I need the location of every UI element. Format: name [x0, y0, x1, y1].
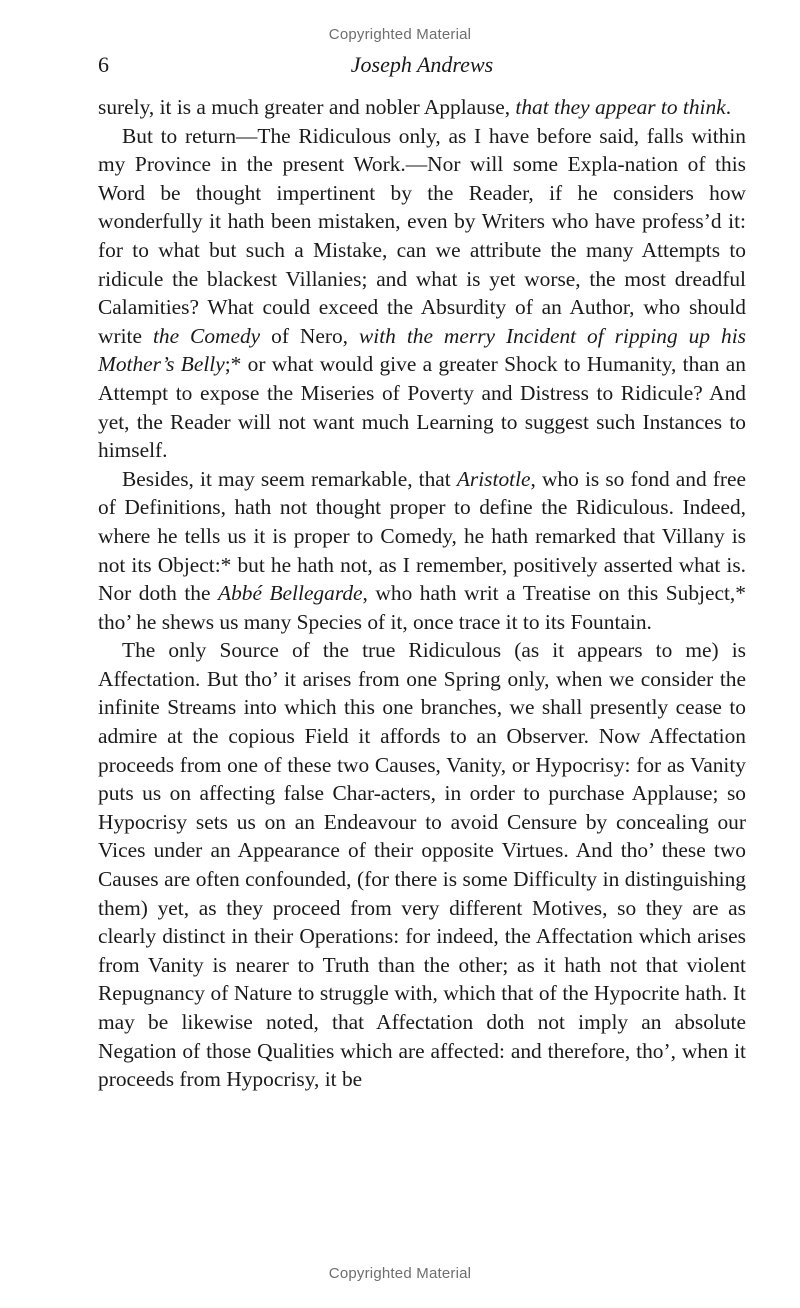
text-run: surely, it is a much greater and nobler Applause, [98, 95, 516, 119]
paragraph [98, 122, 746, 465]
text-run: Besides, it may seem remarkable, that [122, 466, 457, 491]
text-run: But to return—The Ridiculous only, as I have before said, falls within my Province in the present Work.—Nor will some Expla-nation of this Word be thought impertinent by the Reader, if he considers how wonderfully it hath been mistaken, even by Writers who have profess’d it: for to what but such a Mistake, can we attribute the many Attempts to ridicule the blackest Villanies; and what is yet worse, the most dreadful Calamities? What could exceed the Absurdity of an Author, who should write [98, 123, 746, 348]
text-run: , who is so fond and free of Definitions, hath not thought proper to define the Ridiculous. Indeed, where he tells us it is proper to Comedy, he hath remarked that Villany is not its Object:* but he hath not, as I remember, positively asserted what is. Nor doth the [98, 466, 746, 606]
copyright-watermark-bottom: Copyrighted Material [328, 1265, 472, 1282]
paragraph [98, 636, 746, 1094]
page-number: 6 [98, 52, 109, 77]
italic-text: the Comedy [152, 323, 261, 348]
copyright-watermark-top: Copyrighted Material [328, 26, 472, 43]
book-title: Joseph Andrews [350, 52, 494, 77]
italic-text: that they appear to think [515, 95, 726, 119]
text-run: The only Source of the true Ridiculous (as it appears to me) is Affectation. But tho’ it arises from one Spring only, when we consider the infinite Streams into which this one branches, we shall presently cease to admire at the copious Field it affords to an Observer. Now Affectation proceeds from one of these two Causes, Vanity, or Hypocrisy: for as Vanity puts us on affecting false Char-acters, in order to purchase Applause; so Hypocrisy sets us on an Endeavour to avoid Censure by concealing our Vices under an Appearance of their opposite Virtues. And tho’ these two Causes are often confounded, (for there is some Difficulty in distinguishing them) yet, as they proceed from very different Motives, so they are as clearly distinct in their Operations: for indeed, the Affectation which arises from Vanity is nearer to Truth than the other; as it hath not that violent Repugnancy of Nature to struggle with, which that of the Hypocrite hath. It may be likewise noted, that Affectation doth not imply an absolute Negation of those Qualities which are affected: and therefore, tho’, when it proceeds from Hypocrisy, it be [98, 638, 746, 1092]
text-run: of Nero, [260, 323, 359, 348]
text-run: . [725, 95, 732, 119]
paragraph [98, 465, 746, 637]
running-head [98, 52, 746, 82]
italic-text: Aristotle [456, 466, 531, 491]
body-text [98, 93, 746, 1094]
italic-text: Abbé Bellegarde [218, 581, 363, 606]
text-run: ;* or what would give a greater Shock to Humanity, than an Attempt to expose the Miseries of Poverty and Distress to Ridicule? And yet, the Reader will not want much Learning to suggest such Instances to himself. [98, 352, 747, 463]
italic-text: with the merry Incident of ripping up his Mother’s Belly [98, 323, 746, 377]
text-run: , who hath writ a Treatise on this Subject,* tho’ he shews us many Species of it, once trace it to its Fountain. [98, 581, 746, 634]
paragraph [98, 93, 746, 122]
